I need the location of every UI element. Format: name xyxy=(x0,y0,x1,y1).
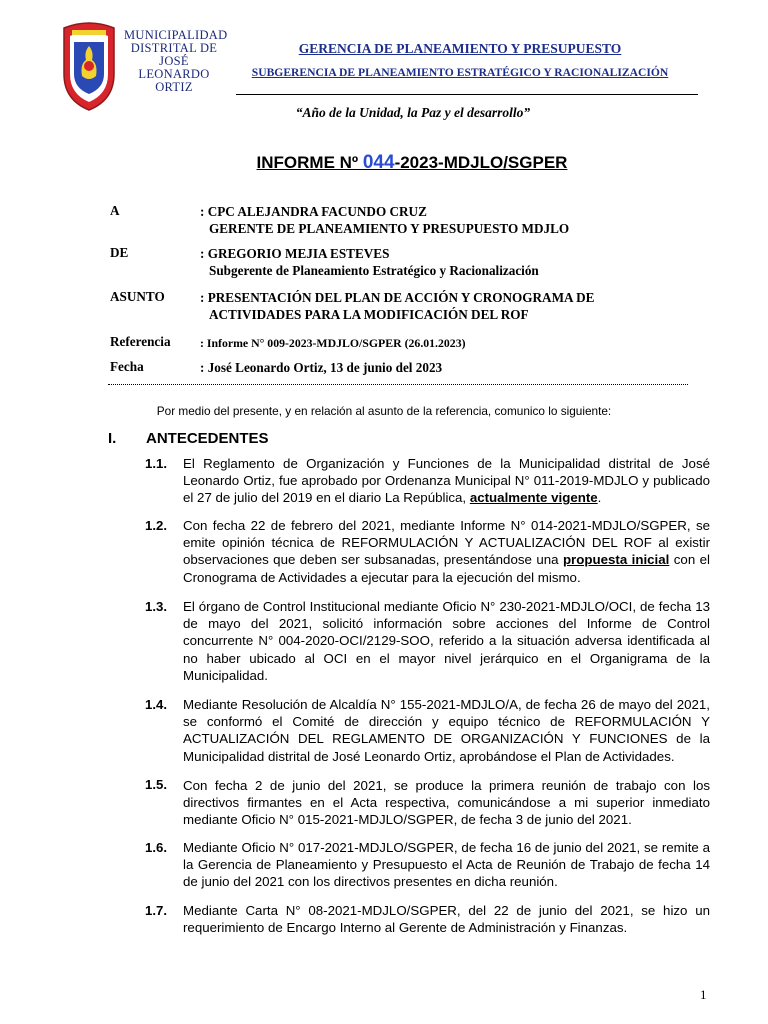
paragraph-1-3: El órgano de Control Institucional mediante Oficio N° 230-2021-MDJLO/OCI, de fecha 13 de mayo del 2021, solicitó información sobre acciones del Informe de Control concurrente N° 004-2020-OCI/2129-SOO, referido a la situación adversa identificada al no haber ubicado al OCI en el mayor nivel jerárquico en el Organigrama de la Municipalidad. xyxy=(183,599,710,683)
paragraph-number: 1.4. xyxy=(145,697,167,712)
paragraph-number: 1.3. xyxy=(145,599,167,614)
paragraph-1-2: Con fecha 22 de febrero del 2021, mediante Informe N° 014-2021-MDJLO/SGPER, se emite opinión técnica de REFORMULACIÓN Y ACTUALIZACIÓN DEL ROF al existir observaciones que deben ser subsanadas, presentándose una propuesta inicial con el Cronograma de Actividades a ejecutar para la ejecución del mismo. xyxy=(183,518,710,585)
report-title xyxy=(120,152,704,174)
sub-department-heading: SUBGERENCIA DE PLANEAMIENTO ESTRATÉGICO Y RACIONALIZACIÓN xyxy=(251,66,669,79)
emphasis-text: actualmente vigente xyxy=(469,490,598,506)
sender-name: : GREGORIO MEJIA ESTEVES xyxy=(200,246,390,261)
subject-line-2: ACTIVIDADES PARA LA MODIFICACIÓN DEL ROF xyxy=(209,307,529,322)
paragraph-number: 1.7. xyxy=(145,903,167,918)
field-label-reference: Referencia xyxy=(110,334,171,349)
municipality-name: MUNICIPALIDAD DISTRITAL DE JOSÉ LEONARDO ORTIZ xyxy=(124,28,228,94)
paragraph-1-7: Mediante Carta N° 08-2021-MDJLO/SGPER, del 22 de junio del 2021, se hizo un requerimiento de Encargo Interno al Gerente de Administración y Finanzas. xyxy=(183,903,710,936)
intro-text: Por medio del presente, y en relación al asunto de la referencia, comunico lo siguiente: xyxy=(156,404,612,418)
field-value-reference: : Informe N° 009-2023-MDJLO/SGPER (26.01.2023) xyxy=(200,336,466,350)
field-value-from xyxy=(200,245,670,279)
field-label-to: A xyxy=(110,203,120,218)
report-title-prefix: INFORME Nº xyxy=(256,153,363,172)
paragraph-1-5: Con fecha 2 de junio del 2021, se produce la primera reunión de trabajo con los directivos firmantes en el Acta respectiva, comunicándose a mi superior inmediato mediante Oficio N° 015-2021-MDJLO/SGPER, de fecha 3 de junio del 2021. xyxy=(183,778,710,828)
field-label-date: Fecha xyxy=(110,359,144,374)
emphasis-text: propuesta inicial xyxy=(562,552,670,568)
paragraph-number: 1.2. xyxy=(145,518,167,533)
recipient-name: : CPC ALEJANDRA FACUNDO CRUZ xyxy=(200,204,427,219)
municipal-coat-of-arms-logo xyxy=(58,20,120,112)
page-number: 1 xyxy=(700,987,707,1002)
section-number: I. xyxy=(108,430,117,447)
field-value-date: : José Leonardo Ortiz, 13 de junio del 2023 xyxy=(200,360,443,375)
section-title: ANTECEDENTES xyxy=(146,430,269,447)
year-motto: “Año de la Unidad, la Paz y el desarrollo” xyxy=(295,105,531,120)
paragraph-number: 1.6. xyxy=(145,840,167,855)
field-label-subject: ASUNTO xyxy=(110,289,165,304)
field-value-to xyxy=(200,203,670,237)
paragraph-number: 1.5. xyxy=(145,777,167,792)
department-heading: GERENCIA DE PLANEAMIENTO Y PRESUPUESTO xyxy=(298,41,622,56)
field-label-from: DE xyxy=(110,245,129,260)
report-number: 044 xyxy=(362,152,395,173)
recipient-position: GERENTE DE PLANEAMIENTO Y PRESUPUESTO MDJLO xyxy=(209,221,570,236)
header-divider xyxy=(236,94,698,95)
report-title-suffix: -2023-MDJLO/SGPER xyxy=(394,153,568,172)
paragraph-number: 1.1. xyxy=(145,456,167,471)
paragraph-1-1: El Reglamento de Organización y Funciones de la Municipalidad distrital de José Leonardo Ortiz, fue aprobado por Ordenanza Municipal N° 011-2019-MDJLO y publicado el 27 de julio del 2019 en el diario La República, actualmente vigente. xyxy=(183,456,710,506)
paragraph-1-4: Mediante Resolución de Alcaldía N° 155-2021-MDJLO/A, de fecha 26 de mayo del 2021, se conformó el Comité de dirección y equipo técnico de REFORMULACIÓN Y ACTUALIZACIÓN DEL REGLAMENTO DE ORGANIZACIÓN Y FUNCIONES de la Municipalidad distrital de José Leonardo Ortiz, aprobándose el Plan de Actividades. xyxy=(183,697,710,764)
sender-position: Subgerente de Planeamiento Estratégico y Racionalización xyxy=(209,263,539,278)
dotted-separator xyxy=(108,384,688,386)
subject-line-1: : PRESENTACIÓN DEL PLAN DE ACCIÓN Y CRONOGRAMA DE xyxy=(200,290,595,305)
field-value-subject xyxy=(200,289,670,323)
paragraph-1-6: Mediante Oficio N° 017-2021-MDJLO/SGPER, de fecha 16 de junio del 2021, se remite a la Gerencia de Planeamiento y Presupuesto el Acta de Reunión de Trabajo de fecha 14 de junio del 2021 con los directivos presentes en dicha reunión. xyxy=(183,840,710,890)
